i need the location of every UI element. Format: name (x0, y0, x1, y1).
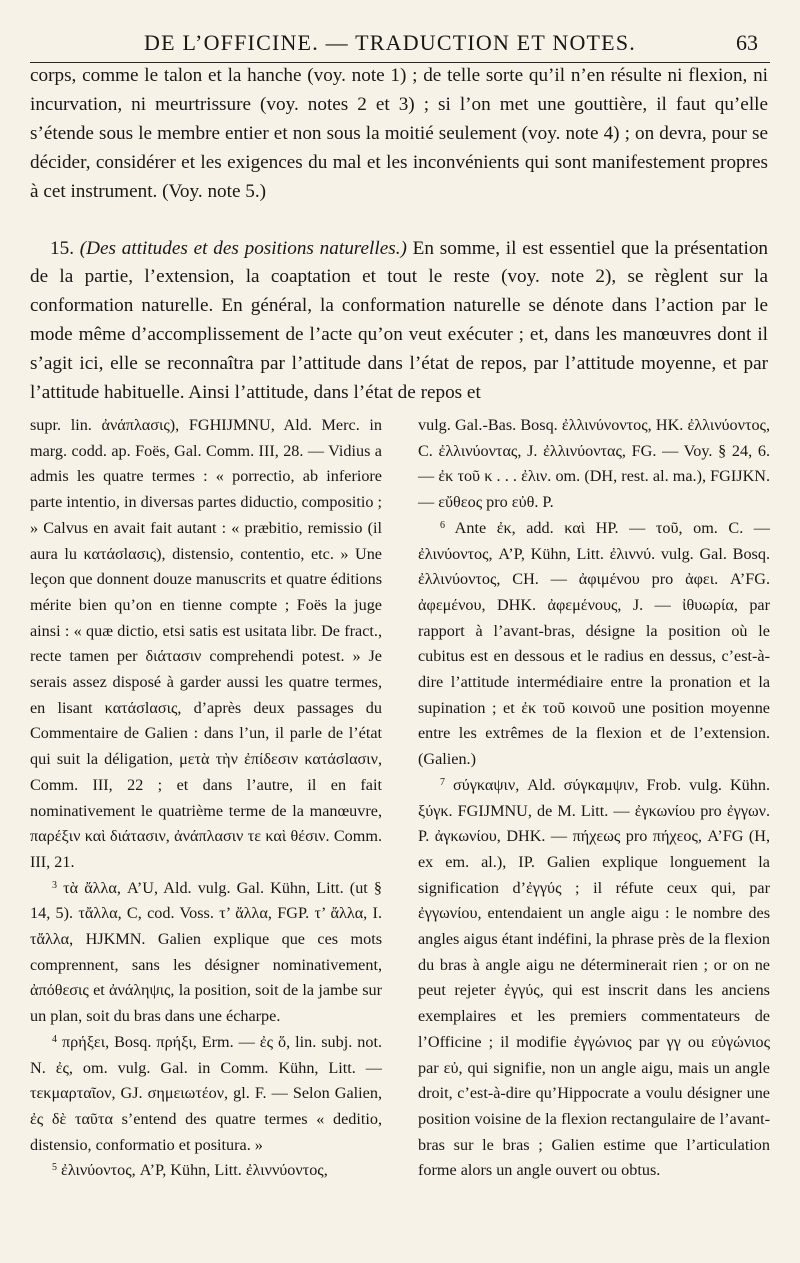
footnote-7: $^7$ σύγκαψιν, Ald. σύγκαμψιν, Frob. vulg. Kühn. ξύγκ. FGIJMNU, de M. Litt. — ἐγκωνίου pro ἐγγων. P. ἀγκωνίου, DHK. — πήχεως pro πήχεος, A’FG (H, ex em. al.), IP. Galien explique longuement la signification d’ἐγγύς ; il réfute ceux qui, par ἐγγωνίου, entendaient un angle aigu : le nombre des angles aigus étant indéfini, la phrase près de la flexion du bras à angle aigu ne déterminerait rien ; or on ne peut rejeter ἐγγύς, qui est inscrit dans les anciens exemplaires et les premiers commentateurs de l’Officine ; il modifie ἐγγώνιος par γγ ou εὐγώνιος par εὐ, qui signifie, non un angle aigu, mais un angle droit, c’est-à-dire qu’Hippocrate a voulu désigner une position voisine de la flexion rectangulaire de l’avant-bras sur le bras ; Galien estime que l’articulation forme alors un angle ouvert ou obtus. (418, 775, 770, 1180)
footnote-mark: 7 (440, 776, 445, 788)
page-header (30, 28, 770, 63)
section-body: En somme, il est essentiel que la présentation de la partie, l’extension, la coaptation et tout le reste (voy. note 2), se règlent sur la conformation naturelle. En général, la conformation naturelle se dénote dans l’action par le mode même d’accomplissement de l’acte qu’on veut exécuter ; et, dans les manœuvres dont il s’agit ici, elle se reconnaîtra par l’attitude dans l’état de repos, par l’attitude moyenne, et par l’attitude habituelle. Ainsi l’attitude, dans l’état de repos et (30, 237, 769, 404)
notes-left-column (30, 413, 382, 1184)
main-text (30, 62, 768, 408)
footnote-4: $^4$ πρήξει, Bosq. πρήξι, Erm. — ἐς ὅ, lin. subj. not. N. ἐς, om. vulg. Gal. in Comm. Kühn, Litt. — τεκμαρταῖον, GJ. σημειωτέον, gl. F. — Selon Galien, ἐς δὲ ταῦτα s’entend des quatre termes « deditio, distensio, conformatio et positura. » (30, 1032, 382, 1154)
main-paragraph: corps, comme le talon et la hanche (voy. note 1) ; de telle sorte qu’il n’en résulte ni flexion, ni incurvation, ni meurtrissure (voy. notes 2 et 3) ; si l’on met une gouttière, il faut qu’elle s’étende sous le membre entier et non sous la moitié seulement (voy. note 4) ; on devra, pour se décider, considérer et les exigences du mal et les inconvénients qui sont manifestement propres à cet instrument. (Voy. note 5.) (30, 65, 768, 202)
footnote-3: $^3$ τὰ ἄλλα, A’U, Ald. vulg. Gal. Kühn, Litt. (ut § 14, 5). τἄλλα, C, cod. Voss. τ’ ἄλλα, FGP. τ’ ἄλλα, I. τἄλλα, HJKMN. Galien explique que ces mots comprennent, sans les désigner nominativement, ἀπόθεσις et ἀνάληψις, la position, soit de la jambe sur un plan, soit du bras dans une écharpe. (30, 878, 382, 1026)
footnote-mark: 3 (52, 879, 57, 891)
section-15-paragraph (30, 235, 768, 408)
section-title: (Des attitudes et des positions naturelles.) (79, 237, 407, 259)
page-number: 63 (736, 30, 758, 55)
running-title: DE L’OFFICINE. — TRADUCTION ET NOTES. (144, 30, 636, 55)
footnote-mark: 6 (440, 519, 445, 531)
footnote-5: $^5$ ἐλινύοντος, A’P, Kühn, Litt. ἐλιννύοντος, (52, 1161, 328, 1180)
footnote-mark: 4 (52, 1033, 57, 1045)
footnote-6: $^6$ Ante ἐκ, add. καὶ HP. — τοῦ, om. C. — ἐλινύοντος, A’P, Kühn, Litt. ἐλιννύ. vulg. Gal. Bosq. ἐλλινύοντος, CH. — ἀφιμένου pro ἀφει. A’FG. ἀφεμένου, DHK. ἀφεμένους, J. — ἰθυωρία, par rapport à l’avant-bras, désigne la position où le cubitus est en dessous et le radius en dessus, c’est-à-dire l’attitude intermédiaire entre la pronation et la supination ; et ἐκ τοῦ κοινοῦ une position moyenne entre les extrêmes de la flexion et de l’extension. (Galien.) (418, 518, 770, 769)
section-number: 15. (50, 237, 74, 259)
footnote-mark: 5 (52, 1162, 57, 1174)
footnote-2-continuation: supr. lin. ἀνάπλασις), FGHIJMNU, Ald. Merc. in marg. codd. ap. Foës, Gal. Comm. III, 28. — Vidius a admis les quatre termes : « porrectio, ab inferiore parte intentio, in diversas partes diductio, compositio ; » Calvus en avait fait autant : « præbitio, remissio (il aura lu κατάσlασις), distensio, contentio, etc. » Une leçon que donnent douze manuscrits et quatre éditions mérite bien qu’on en tienne compte ; Foës la juge ainsi : « quæ dictio, etsi satis est usitata libr. De fract., recte tamen per διάτασιν comprehendi potest. » Je serais assez disposé à garder aussi les quatre termes, en lisant κατάσlασις, d’après deux passages du Commentaire de Galien : dans l’un, il parle de l’état qui suit la déligation, μετὰ τὴν ἐπίδεσιν κατάσlασιν, Comm. III, 22 ; et dans l’autre, il en fait nominativement le quatrième terme de la manœuvre, παρέξιν καὶ διάτασιν, ἀνάπλασιν τε καὶ θέσιν. Comm. III, 21. (30, 416, 383, 871)
notes-right-column (418, 413, 770, 1184)
footnote-5-continuation: vulg. Gal.-Bas. Bosq. ἐλλινύνοντος, HK. ἐλλινύοντος, C. ἐλλινύοντας, J. ἐλλινύοντας, FG. — Voy. § 24, 6. — ἐκ τοῦ κ . . . ἐλιν. om. (DH, rest. al. ma.), FGIJKN. — εὔθεος pro εὐθ. P. (418, 416, 770, 512)
